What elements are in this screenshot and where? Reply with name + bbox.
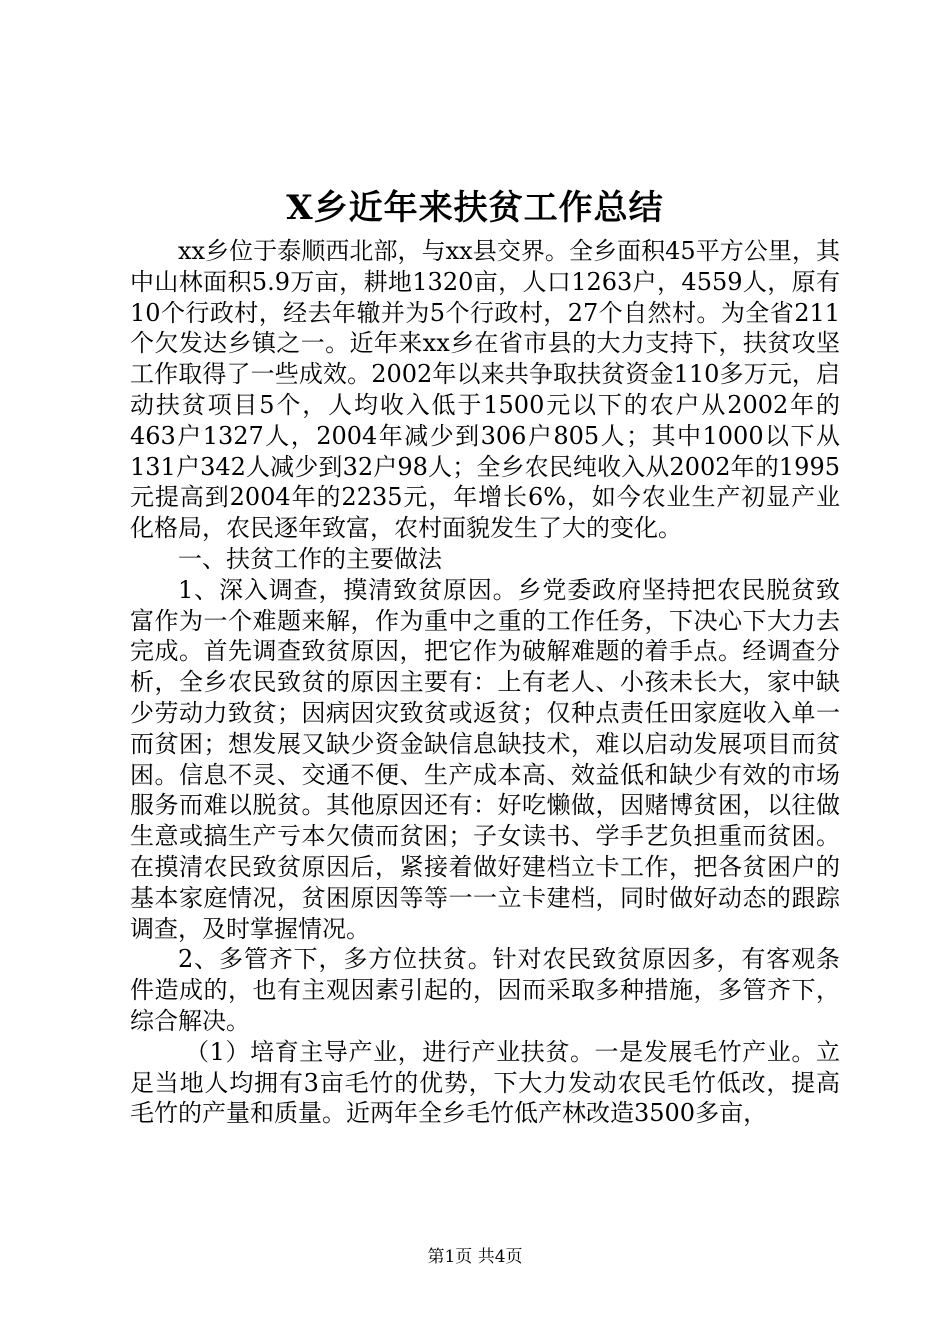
document-body (130, 236, 840, 1129)
paragraph-industry-poverty-relief: （1）培育主导产业，进行产业扶贫。一是发展毛竹产业。立足当地人均拥有3亩毛竹的优势，下大力发动农民毛竹低改，提高毛竹的产量和质量。近两年全乡毛竹低产林改造3500多亩， (130, 1037, 840, 1128)
paragraph-investigation: 1、深入调查，摸清致贫原因。乡党委政府坚持把农民脱贫致富作为一个难题来解，作为重中之重的工作任务，下决心下大力去完成。首先调查致贫原因，把它作为破解难题的着手点。经调查分析，全乡农民致贫的原因主要有：上有老人、小孩未长大，家中缺少劳动力致贫；因病因灾致贫或返贫；仅种点责任田家庭收入单一而贫困；想发展又缺少资金缺信息缺技术，难以启动发展项目而贫困。信息不灵、交通不便、生产成本高、效益低和缺少有效的市场服务而难以脱贫。其他原因还有：好吃懒做，因赌博贫困，以往做生意或搞生产亏本欠债而贫困；子女读书、学手艺负担重而贫困。在摸清农民致贫原因后，紧接着做好建档立卡工作，把各贫困户的基本家庭情况，贫困原因等等一一立卡建档，同时做好动态的跟踪调查，及时掌握情况。 (130, 575, 840, 943)
paragraph-multi-measures: 2、多管齐下，多方位扶贫。针对农民致贫原因多，有客观条件造成的，也有主观因素引起的，因而采取多种措施，多管齐下，综合解决。 (130, 945, 840, 1035)
document-title: X乡近年来扶贫工作总结 (286, 188, 664, 228)
paragraph-intro: xx乡位于泰顺西北部，与xx县交界。全乡面积45平方公里，其中山林面积5.9万亩，耕地1320亩，人口1263户，4559人，原有10个行政村，经去年辙并为5个行政村，27个自然村。为全省211个欠发达乡镇之一。近年来xx乡在省市县的大力支持下，扶贫攻坚工作取得了一些成效。2002年以来共争取扶贫资金110多万元，启动扶贫项目5个，人均收入低于1500元以下的农户从2002年的463户1327人，2004年减少到306户805人；其中1000以下从131户342人减少到32户98人；全乡农民纯收入从2002年的1995元提高到2004年的2235元，年增长6%，如今农业生产初显产业化格局，农民逐年致富，农村面貌发生了大的变化。 (130, 237, 840, 543)
page-footer: 第1页 共4页 (427, 1247, 523, 1267)
section-heading-main-practices: 一、扶贫工作的主要做法 (178, 544, 442, 573)
